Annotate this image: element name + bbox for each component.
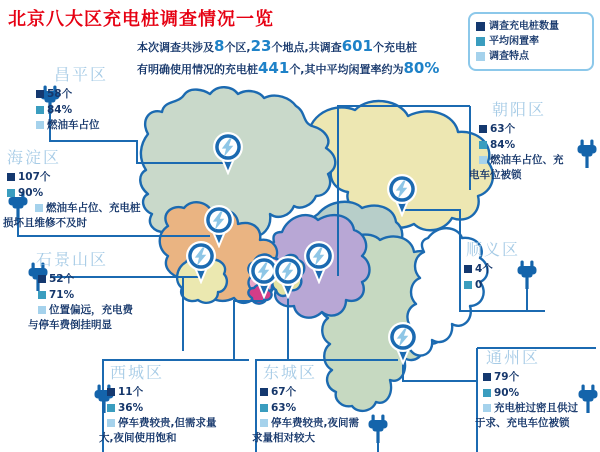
district-name: 昌平区	[54, 65, 109, 84]
legend-swatch-count	[476, 22, 485, 31]
district-name: 海淀区	[7, 148, 62, 167]
district-note-cont: 大,夜间使用饱和	[99, 432, 177, 444]
note-swatch	[35, 204, 43, 212]
count-swatch	[107, 388, 115, 396]
idle-swatch	[7, 189, 15, 197]
district-block-haidian	[3, 147, 141, 231]
count-swatch	[38, 275, 46, 283]
district-count-row: 63个	[479, 122, 564, 137]
district-count-row: 58个	[36, 87, 108, 102]
idle-swatch	[36, 106, 44, 114]
district-note-row: 充电桩过密且供过	[483, 401, 578, 416]
legend-swatch-idle	[476, 37, 485, 46]
district-idle-row: 84%	[479, 138, 564, 153]
district-idle-row: 90%	[483, 386, 578, 401]
idle-swatch	[464, 281, 472, 289]
district-block-xicheng	[99, 362, 217, 446]
legend-item-count	[476, 19, 586, 34]
district-note-row: 燃油车占位、充电桩	[35, 201, 141, 216]
legend-label: 调查充电桩数量	[489, 21, 559, 32]
district-note-cont: 于求、充电车位被锁	[475, 417, 570, 429]
district-count-row: 4个	[464, 262, 520, 277]
count-swatch	[260, 388, 268, 396]
district-name: 石景山区	[36, 250, 109, 269]
district-note-cont: 求量相对较大	[252, 432, 315, 444]
count-swatch	[464, 265, 472, 273]
plug-icon-tongzhou	[579, 385, 598, 414]
district-count-row: 11个	[107, 385, 217, 400]
district-idle-row: 0	[464, 278, 520, 293]
stat-districts-count: 8	[214, 37, 225, 55]
district-name: 顺义区	[466, 240, 521, 259]
district-count-row: 67个	[260, 385, 359, 400]
district-name: 东城区	[263, 363, 318, 382]
district-block-dongcheng	[252, 362, 359, 446]
legend-label: 平均闲置率	[489, 36, 539, 47]
intro-text	[137, 36, 467, 80]
district-note-cont: 与停车费倒挂明显	[28, 319, 112, 331]
note-swatch	[479, 156, 487, 164]
district-note-row: 停车费较贵,夜间需	[260, 416, 359, 431]
plug-icon-chaoyang	[578, 140, 597, 169]
intro-line-2: 有明确使用情况的充电桩441个,其中平均闲置率约为80%	[137, 59, 440, 77]
district-note-row: 燃油车占位	[36, 118, 108, 133]
district-idle-row: 90%	[7, 186, 141, 201]
note-swatch	[36, 121, 44, 129]
stat-confirmed-piles: 441	[258, 59, 290, 77]
district-block-shijingshan	[28, 249, 133, 333]
district-note-row: 燃油车占位、充	[479, 153, 564, 168]
district-block-shunyi	[464, 239, 520, 293]
district-idle-row: 84%	[36, 103, 108, 118]
idle-swatch	[260, 404, 268, 412]
legend-item-idle	[476, 34, 586, 49]
plug-icon-dongcheng	[369, 415, 388, 444]
count-swatch	[483, 373, 491, 381]
district-block-tongzhou	[475, 347, 578, 431]
intro-line-1: 本次调查共涉及8个区,23个地点,共调查601个充电桩	[137, 37, 417, 55]
stat-avg-idle-rate: 80%	[403, 59, 440, 77]
district-idle-row: 63%	[260, 401, 359, 416]
page-title: 北京八大区充电桩调查情况一览	[8, 9, 274, 30]
note-swatch	[38, 306, 46, 314]
district-name: 通州区	[486, 348, 541, 367]
stat-locations-count: 23	[250, 37, 272, 55]
count-swatch	[479, 125, 487, 133]
idle-swatch	[479, 141, 487, 149]
district-name: 西城区	[110, 363, 165, 382]
district-block-chaoyang	[469, 99, 564, 183]
note-swatch	[107, 419, 115, 427]
legend-item-note	[476, 49, 586, 64]
district-name: 朝阳区	[492, 100, 547, 119]
legend-box	[468, 12, 594, 71]
district-idle-row: 36%	[107, 401, 217, 416]
idle-swatch	[38, 291, 46, 299]
plug-icon-shunyi	[518, 261, 537, 290]
district-note-cont: 损坏且维修不及时	[3, 217, 87, 229]
district-note-row: 位置偏远，充电费	[38, 303, 133, 318]
count-swatch	[36, 90, 44, 98]
district-note-row: 停车费较贵,但需求量	[107, 416, 217, 431]
district-idle-row: 71%	[38, 288, 133, 303]
district-count-row: 107个	[7, 170, 141, 185]
note-swatch	[483, 404, 491, 412]
legend-label: 调查特点	[489, 51, 529, 62]
idle-swatch	[107, 404, 115, 412]
count-swatch	[7, 173, 15, 181]
district-note-cont: 电车位被锁	[469, 169, 522, 181]
district-count-row: 52个	[38, 272, 133, 287]
district-block-changping	[36, 64, 108, 133]
idle-swatch	[483, 389, 491, 397]
district-count-row: 79个	[483, 370, 578, 385]
stat-total-piles: 601	[341, 37, 373, 55]
note-swatch	[260, 419, 268, 427]
legend-swatch-note	[476, 52, 485, 61]
